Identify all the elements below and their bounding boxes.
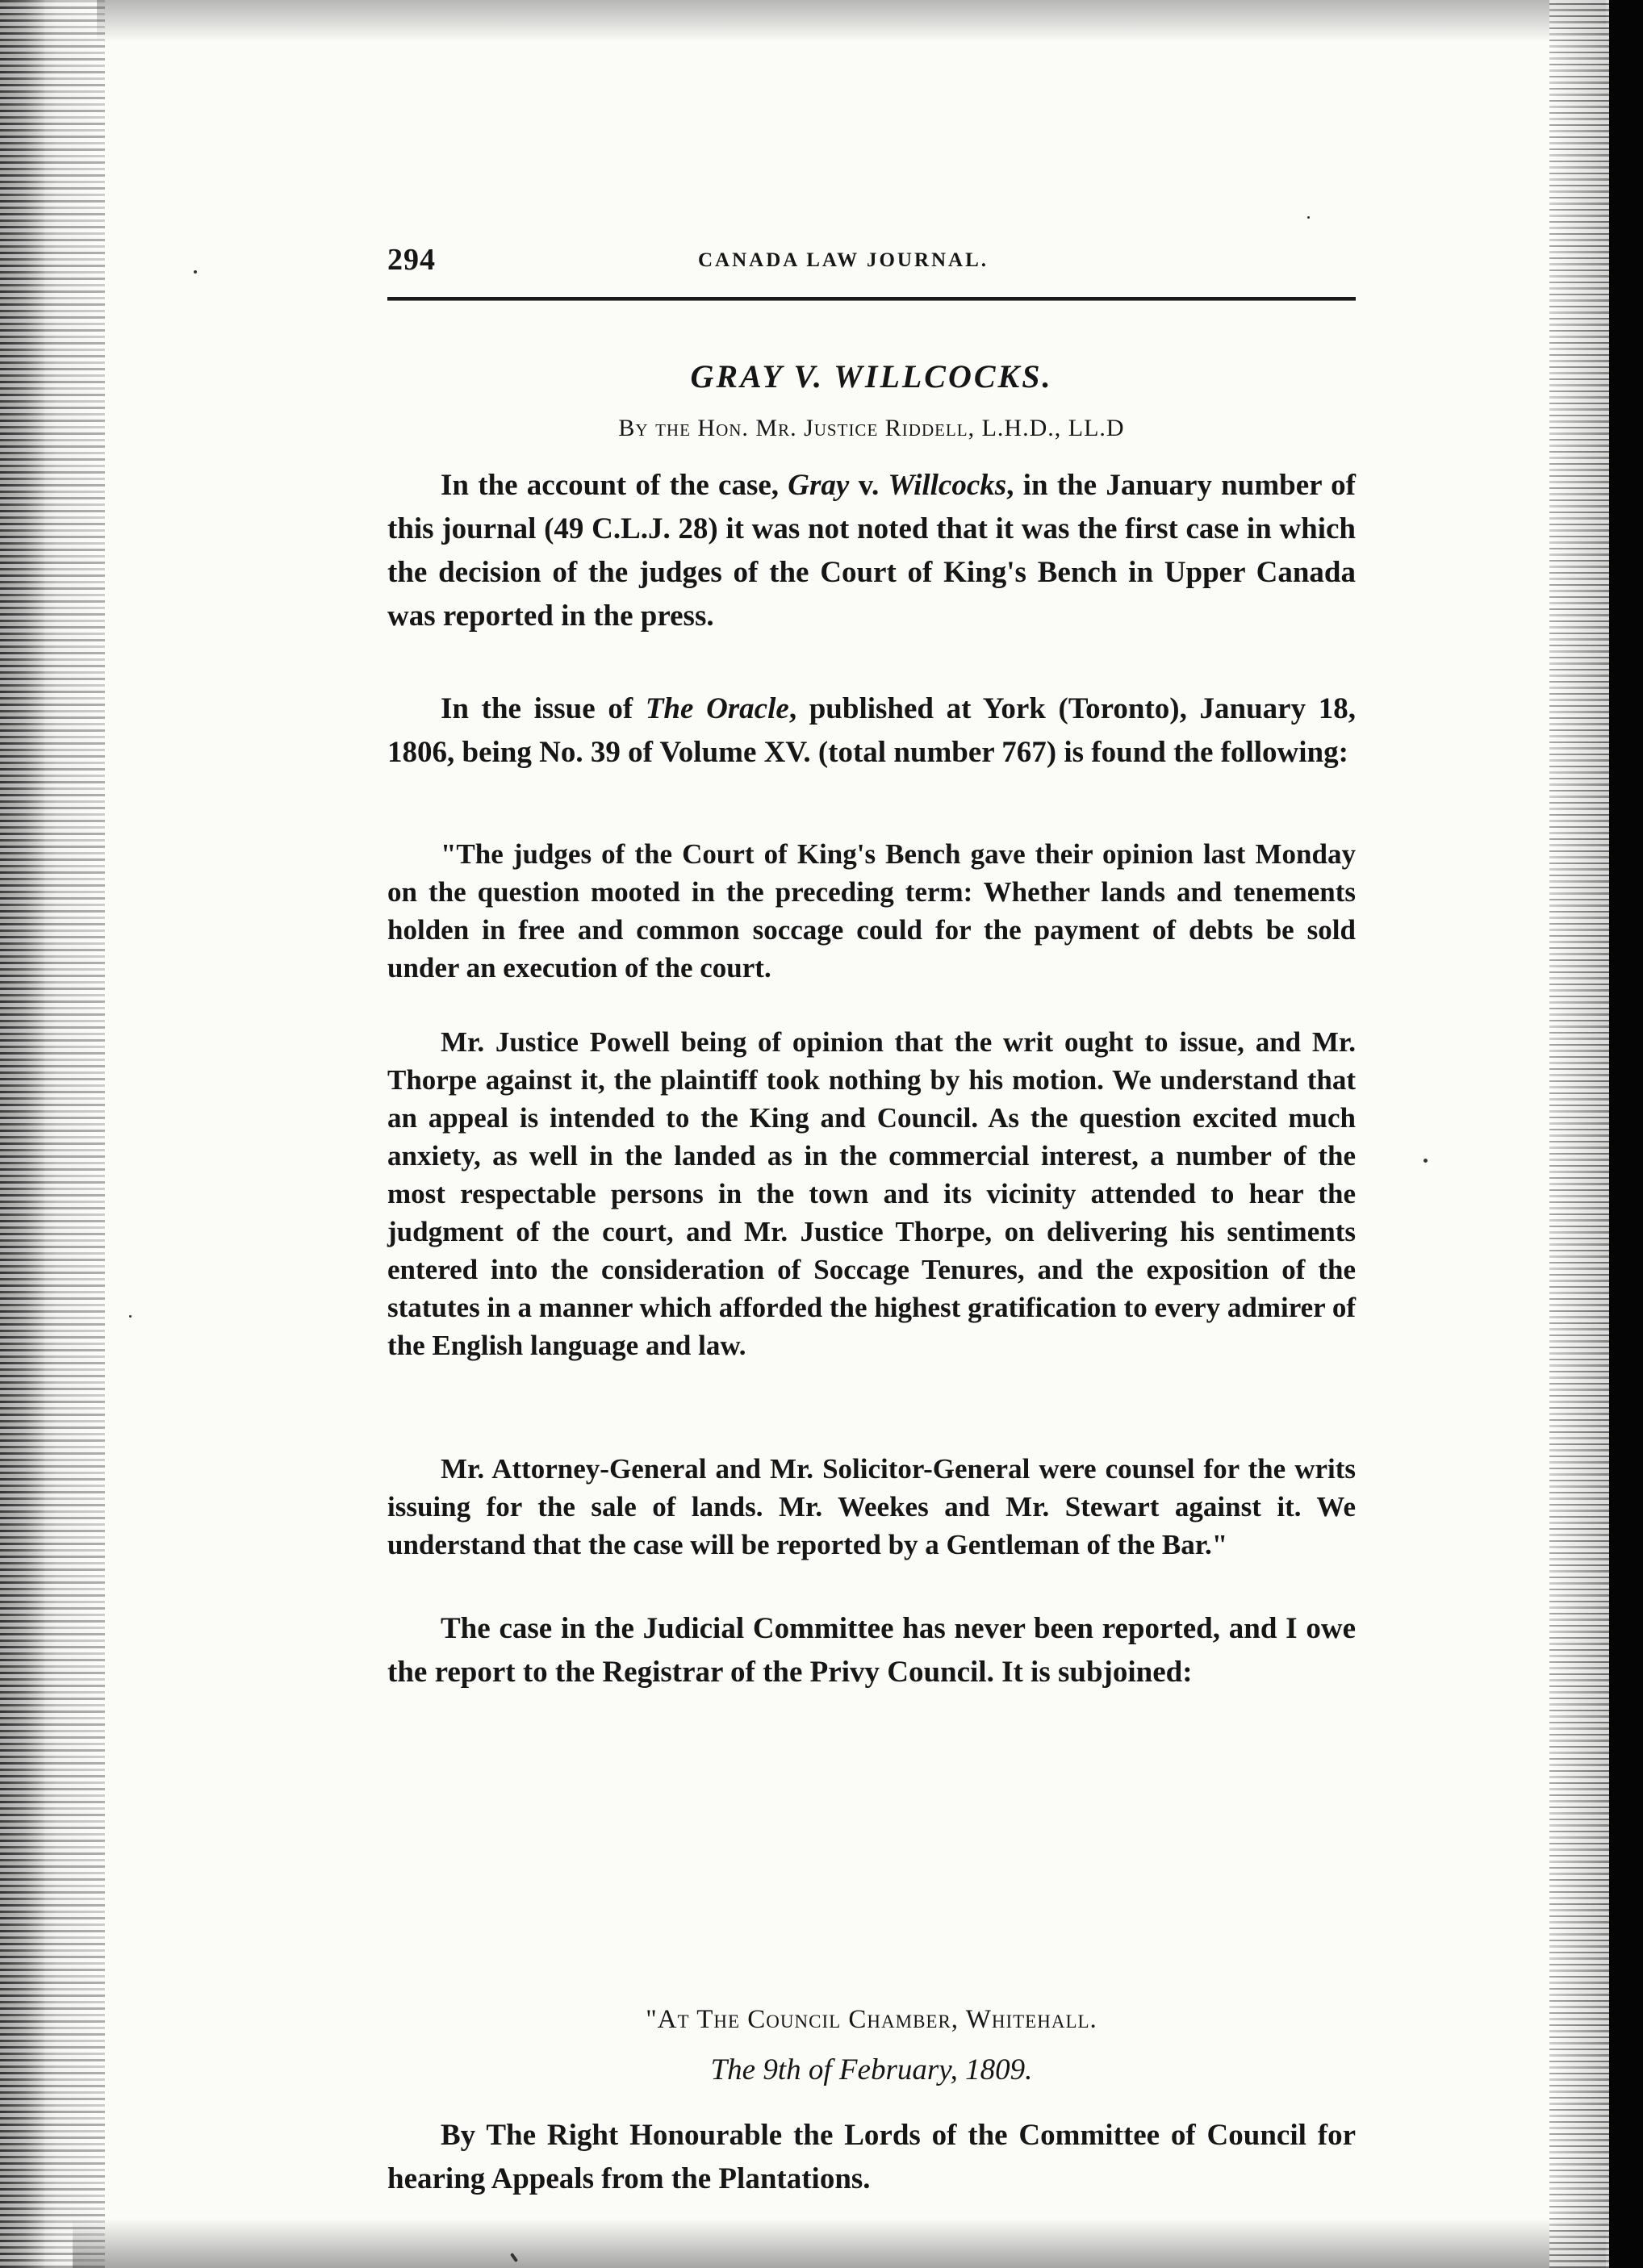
article-byline: By the Hon. Mr. Justice Riddell, L.H.D., LL.D	[618, 415, 1125, 441]
scan-speck	[1424, 1159, 1428, 1163]
council-chamber-line: "At The Council Chamber, Whitehall.	[646, 2005, 1097, 2034]
paragraph-text: , published at York (Toronto), January 18, 1806, being No. 39 of Volume XV. (total number 767) is found the following:	[387, 692, 1356, 769]
running-head: CANADA LAW JOURNAL.	[698, 249, 989, 271]
scan-speck	[1307, 216, 1310, 219]
paragraph-account	[387, 464, 1356, 638]
quoted-paragraph-counsel: Mr. Attorney-General and Mr. Solicitor-General were counsel for the writs issuing for the sale of lands. Mr. Weekes and Mr. Stewart against it. We understand that the case will be reported by a Gentleman of the Bar."	[387, 1453, 1356, 1560]
paragraph-oracle	[387, 687, 1356, 775]
scan-speck	[129, 1315, 132, 1318]
paragraph-judicial-committee: The case in the Judicial Committee has never been reported, and I owe the report to the Registrar of the Privy Council. It is subjoined:	[387, 1612, 1356, 1689]
newspaper-title: The Oracle	[645, 692, 789, 725]
paragraph-text: In the issue of	[441, 692, 646, 725]
quoted-paragraph-opinion: "The judges of the Court of King's Bench gave their opinion last Monday on the question mooted in the preceding term: Whether lands and tenements holden in free and common soccage could for the payment of debts be sold under an execution of the court.	[387, 838, 1356, 984]
paragraph-text: v.	[849, 469, 888, 502]
council-date-line: The 9th of February, 1809.	[710, 2053, 1033, 2086]
right-dark-margin	[1609, 0, 1643, 2268]
top-scan-edge	[97, 0, 1606, 42]
right-page-edge	[1549, 0, 1609, 2268]
left-page-edge	[0, 0, 105, 2268]
case-name-gray: Gray	[788, 469, 850, 502]
paragraph-text: In the account of the case,	[441, 469, 788, 502]
article-title: GRAY V. WILLCOCKS.	[690, 358, 1053, 395]
paragraph-lords-committee: By The Right Honourable the Lords of the Committee of Council for hearing Appeals from the Plantations.	[387, 2119, 1356, 2195]
case-name-willcocks: Willcocks	[888, 469, 1007, 502]
scan-speck	[194, 270, 197, 274]
header-rule	[387, 297, 1356, 301]
paragraph-text: , in the January number of this journal (49 C.L.J. 28) it was not noted that it was the first case in which the decision of the judges of the Court of King's Bench in Upper Canada was reported in the press.	[387, 469, 1356, 633]
bottom-scan-edge	[73, 2219, 1606, 2268]
page-number: 294	[387, 243, 436, 277]
quoted-paragraph-judgment: Mr. Justice Powell being of opinion that the writ ought to issue, and Mr. Thorpe against it, the plaintiff took nothing by his motion. We understand that an appeal is intended to the King and Council. As the question excited much anxiety, as well in the landed as in the commercial interest, a number of the most respectable persons in the town and its vicinity attended to hear the judgment of the court, and Mr. Justice Thorpe, on delivering his sentiments entered into the consideration of Soccage Tenures, and the exposition of the statutes in a manner which afforded the highest gratification to every admirer of the English language and law.	[387, 1026, 1356, 1361]
page-header	[387, 242, 1356, 286]
